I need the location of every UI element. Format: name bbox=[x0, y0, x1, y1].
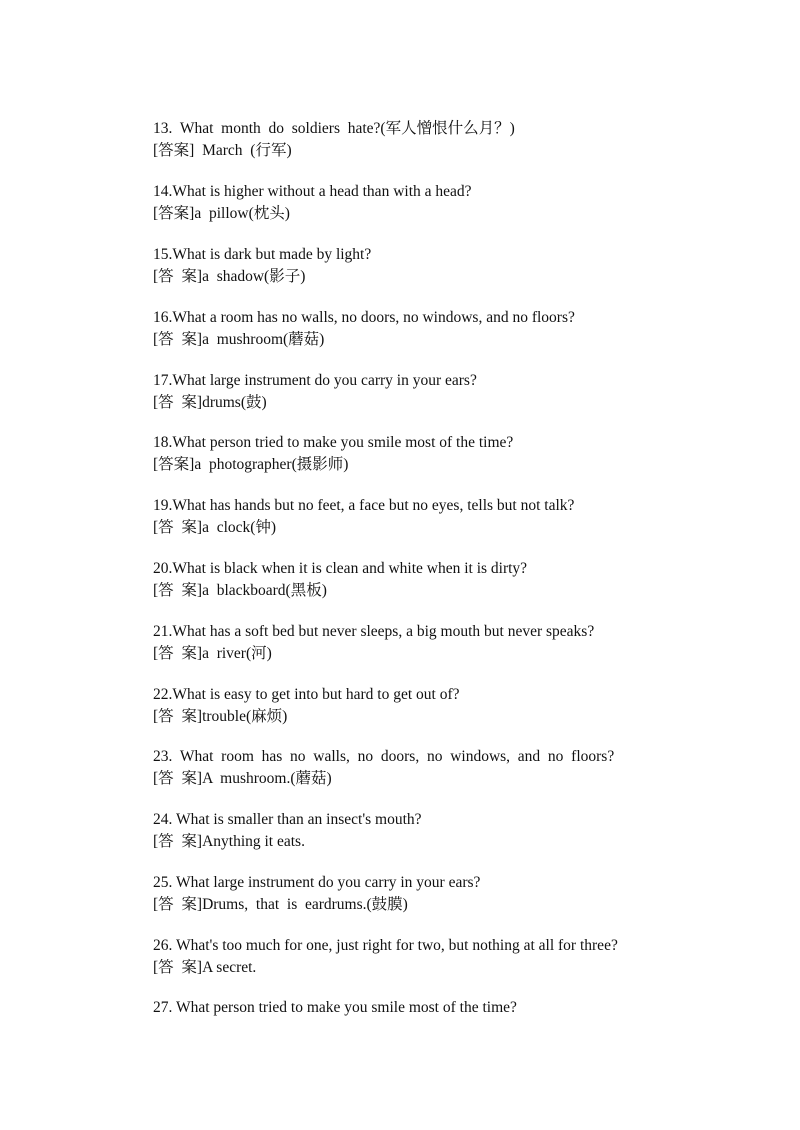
question-24: 24. What is smaller than an insect's mouth? bbox=[153, 811, 422, 828]
answer-15: [答 案]a shadow(影子) bbox=[153, 268, 306, 285]
question-14: 14.What is higher without a head than with a head? bbox=[153, 183, 472, 200]
qa-item-21 bbox=[153, 621, 643, 665]
answer-21: [答 案]a river(河) bbox=[153, 645, 272, 662]
question-27: 27. What person tried to make you smile most of the time? bbox=[153, 999, 517, 1016]
question-13: 13. What month do soldiers hate?(军人憎恨什么月？) bbox=[153, 120, 515, 137]
question-21: 21.What has a soft bed but never sleeps, a big mouth but never speaks? bbox=[153, 623, 595, 640]
answer-18: [答案]a photographer(摄影师) bbox=[153, 456, 349, 473]
qa-item-23 bbox=[153, 746, 643, 790]
qa-item-22 bbox=[153, 684, 643, 728]
qa-item-15 bbox=[153, 244, 643, 288]
question-25: 25. What large instrument do you carry in your ears? bbox=[153, 874, 481, 891]
answer-14: [答案]a pillow(枕头) bbox=[153, 205, 290, 222]
answer-20: [答 案]a blackboard(黑板) bbox=[153, 582, 327, 599]
question-16: 16.What a room has no walls, no doors, no windows, and no floors? bbox=[153, 309, 575, 326]
answer-17: [答 案]drums(鼓) bbox=[153, 394, 267, 411]
qa-item-20 bbox=[153, 558, 643, 602]
answer-13: [答案] March (行军) bbox=[153, 142, 292, 159]
question-18: 18.What person tried to make you smile most of the time? bbox=[153, 434, 514, 451]
qa-item-17 bbox=[153, 370, 643, 414]
qa-item-14 bbox=[153, 181, 643, 225]
answer-24: [答 案]Anything it eats. bbox=[153, 833, 305, 850]
question-17: 17.What large instrument do you carry in your ears? bbox=[153, 372, 477, 389]
qa-item-19 bbox=[153, 495, 643, 539]
question-26: 26. What's too much for one, just right for two, but nothing at all for three? bbox=[153, 937, 618, 954]
qa-item-25 bbox=[153, 872, 643, 916]
answer-22: [答 案]trouble(麻烦) bbox=[153, 708, 288, 725]
answer-23: [答 案]A mushroom.(蘑菇) bbox=[153, 770, 332, 787]
question-20: 20.What is black when it is clean and white when it is dirty? bbox=[153, 560, 528, 577]
qa-item-13 bbox=[153, 118, 643, 162]
qa-item-27 bbox=[153, 997, 643, 1019]
answer-16: [答 案]a mushroom(蘑菇) bbox=[153, 331, 325, 348]
question-15: 15.What is dark but made by light? bbox=[153, 246, 372, 263]
answer-26: [答 案]A secret. bbox=[153, 959, 257, 976]
qa-item-16 bbox=[153, 307, 643, 351]
qa-item-24 bbox=[153, 809, 643, 853]
question-22: 22.What is easy to get into but hard to get out of? bbox=[153, 686, 460, 703]
answer-25: [答 案]Drums, that is eardrums.(鼓膜) bbox=[153, 896, 408, 913]
question-23: 23. What room has no walls, no doors, no windows, and no floors? bbox=[153, 748, 615, 765]
answer-19: [答 案]a clock(钟) bbox=[153, 519, 277, 536]
qa-item-18 bbox=[153, 432, 643, 476]
question-19: 19.What has hands but no feet, a face but no eyes, tells but not talk? bbox=[153, 497, 575, 514]
qa-item-26 bbox=[153, 935, 643, 979]
